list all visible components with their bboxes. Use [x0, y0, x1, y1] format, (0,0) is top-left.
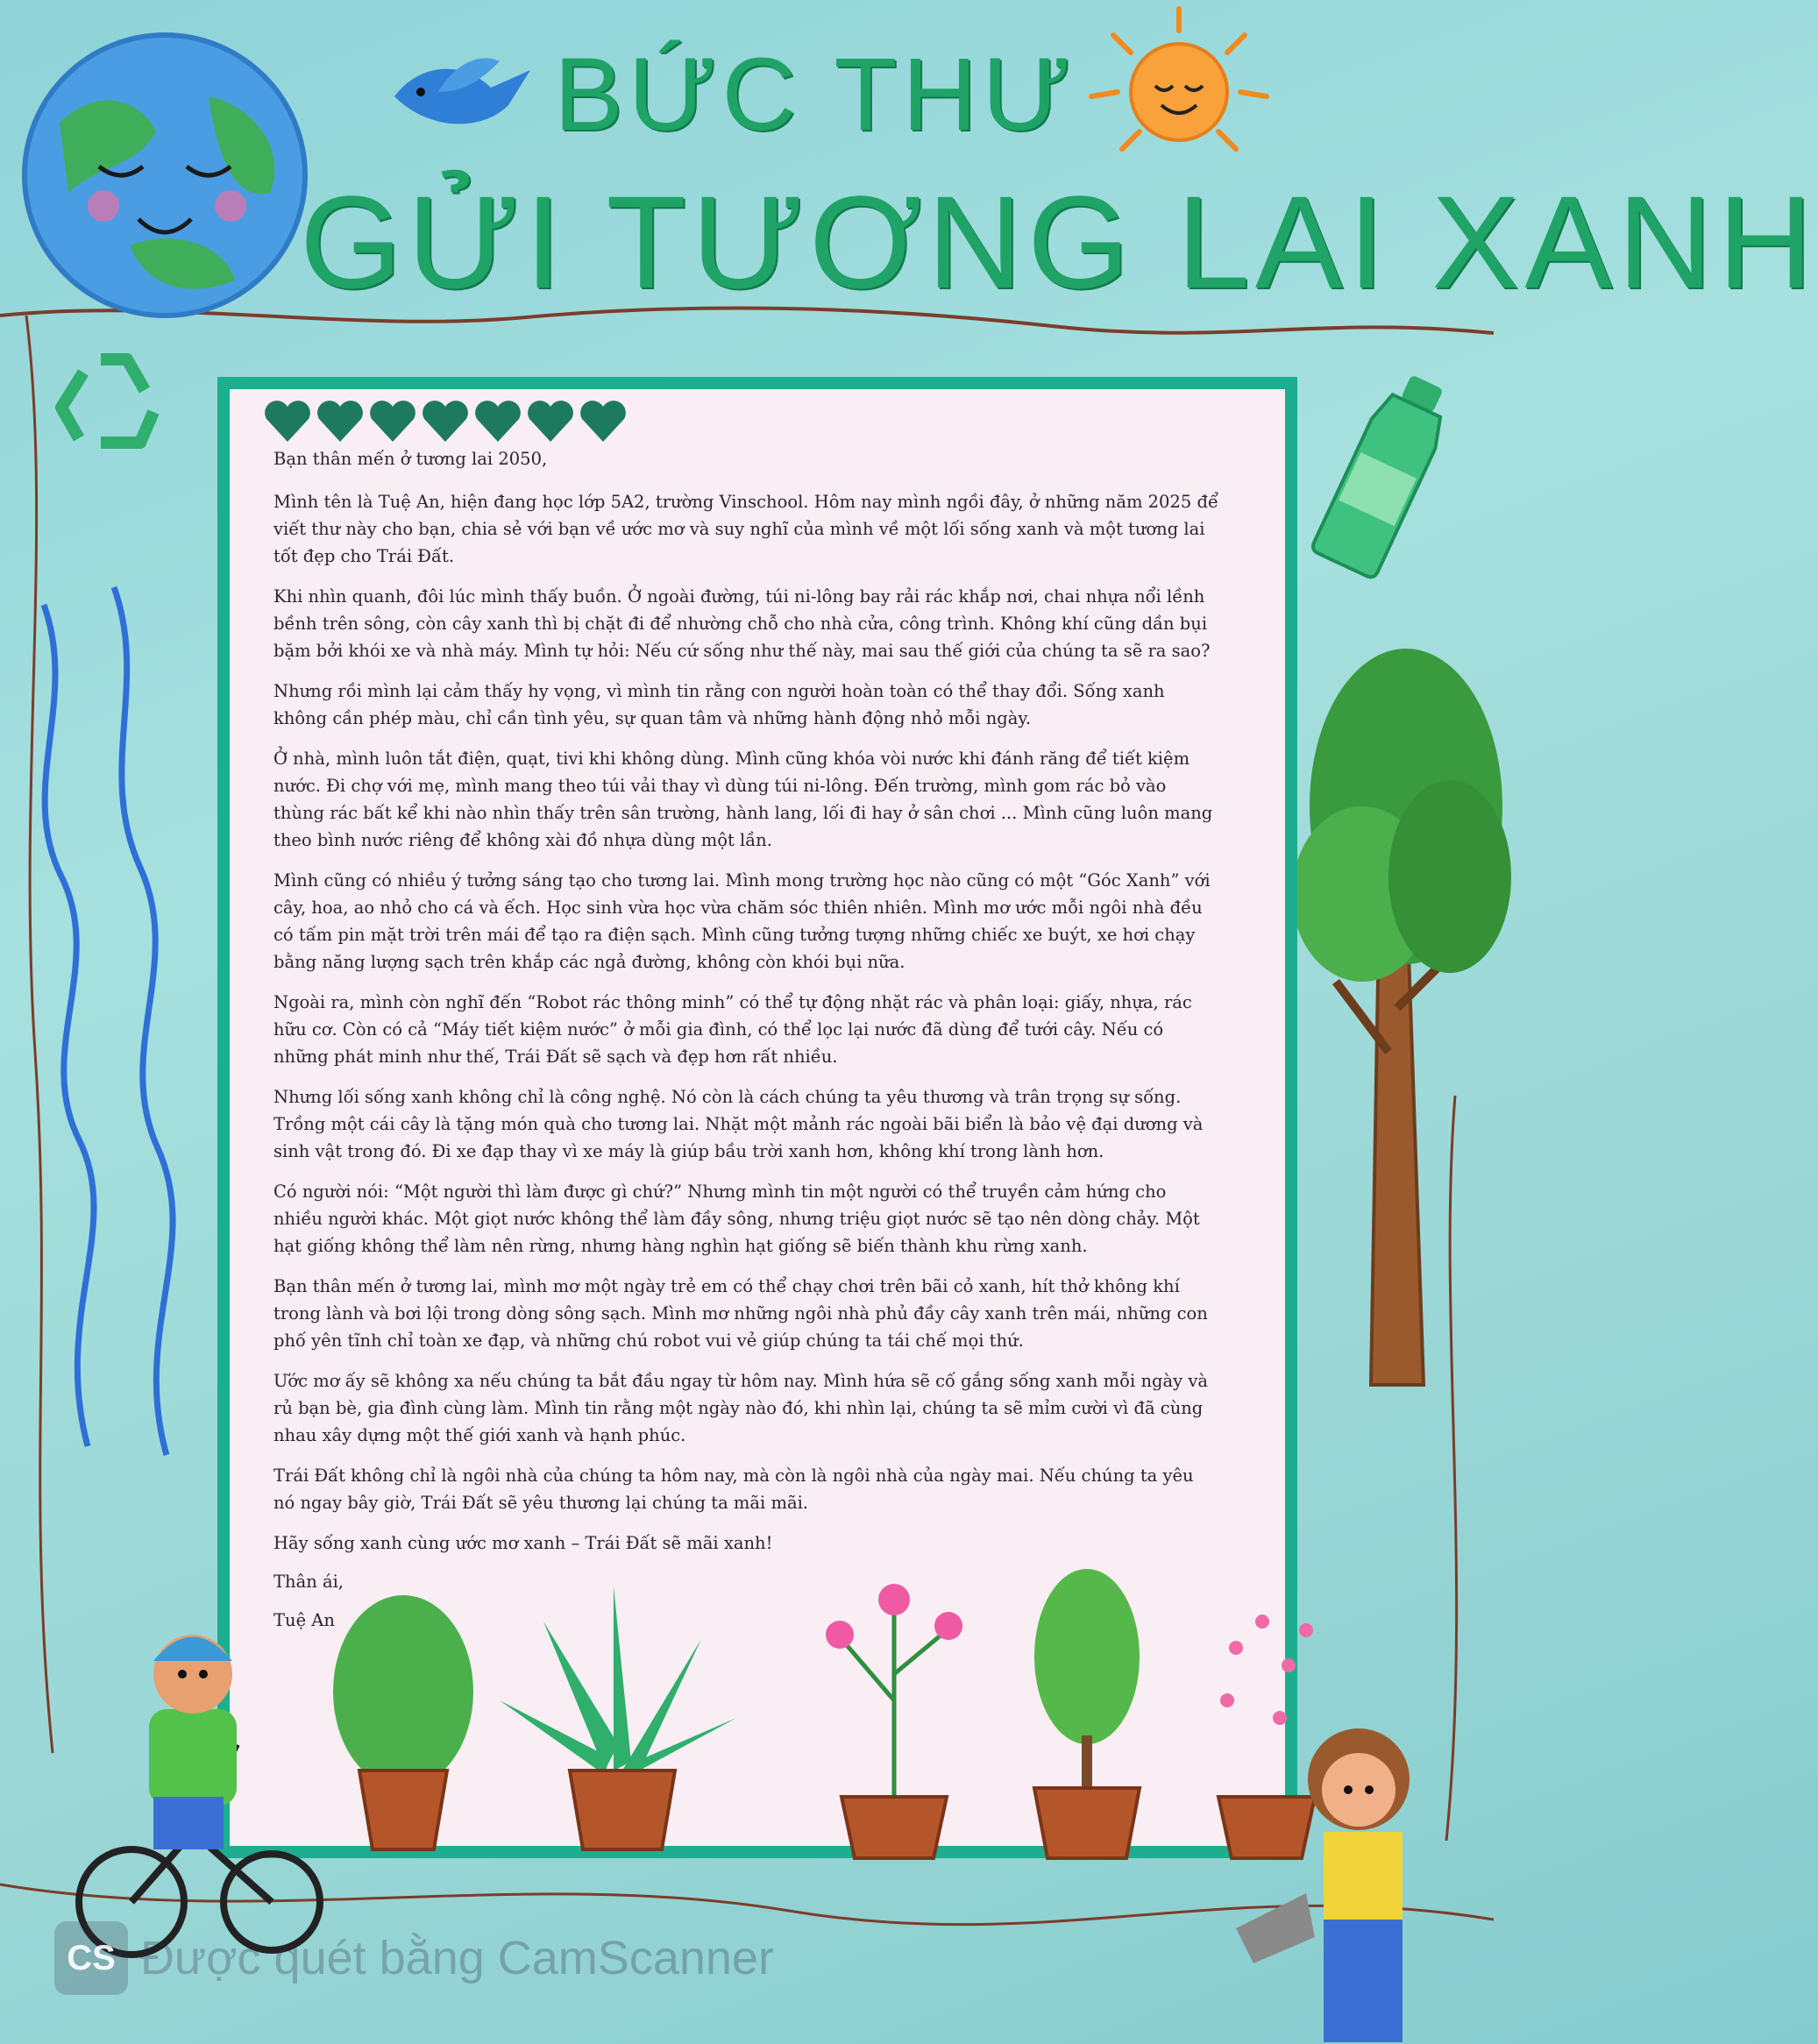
tree-icon: [1283, 614, 1494, 1402]
letter-paragraph: Mình tên là Tuệ An, hiện đang học lớp 5A2, trường Vinschool. Hôm nay mình ngồi đây, ở những năm 2025 để viết thư này cho bạn, chia sẻ với bạn về ước mơ và suy nghĩ của mình về một lối sống xanh và một tương lai tốt đẹp cho Trái Đất.: [273, 492, 1218, 566]
heart-icon: [317, 401, 363, 442]
watermark-text: Được quét bằng CamScanner: [140, 1932, 774, 1984]
heart-row: [261, 396, 647, 449]
letter-paragraph: Bạn thân mến ở tương lai, mình mơ một ngày trẻ em có thể chạy chơi trên bãi cỏ xanh, hít thở không khí trong lành và bơi lội trong dòng sông sạch. Mình mơ những ngôi nhà phủ đầy cây xanh trên mái, những con phố yên tĩnh chỉ toàn xe đạp, và những chú robot vui vẻ giúp chúng ta tái chế mọi thứ.: [273, 1276, 1208, 1351]
bird-icon: [386, 44, 535, 140]
letter-paragraph: Có người nói: “Một người thì làm được gì chứ?” Nhưng mình tin một người có thể truyền cảm hứng cho nhiều người khác. Một giọt nước không thể làm đầy sông, nhưng triệu giọt nước sẽ tạo nên dòng chảy. Một hạt giống không thể làm nên rừng, nhưng hàng nghìn hạt giống sẽ biến thành khu rừng xanh.: [273, 1182, 1200, 1256]
letter-paragraph: Trái Đất không chỉ là ngôi nhà của chúng ta hôm nay, mà còn là ngôi nhà của ngày mai. Nếu chúng ta yêu nó ngay bây giờ, Trái Đất sẽ yêu thương lại chúng ta mãi mãi.: [273, 1466, 1194, 1513]
title-line-1: BỨC THƯ: [554, 37, 1076, 153]
smiling-earth-icon: [7, 18, 323, 333]
letter-paragraph: Ngoài ra, mình còn nghĩ đến “Robot rác thông minh” có thể tự động nhặt rác và phân loại: giấy, nhựa, rác hữu cơ. Còn có cả “Máy tiết kiệm nước” ở mỗi gia đình, có thể lọc lại nước đã dùng để tưới cây. Nếu có những phát minh như thế, Trái Đất sẽ sạch và đẹp hơn rất nhiều.: [273, 992, 1192, 1067]
letter-paragraph: Ở nhà, mình luôn tắt điện, quạt, tivi khi không dùng. Mình cũng khóa vòi nước khi đánh răng để tiết kiệm nước. Đi chợ với mẹ, mình mang theo túi vải thay vì dùng túi ni-lông. Đến trường, mình gom rác bỏ vào thùng rác bất kể khi nào nhìn thấy trên sân trường, hành lang, lối đi hay ở sân chơi ... Mình cũng luôn mang theo bình nước riêng để không xài đồ nhựa dùng một lần.: [273, 749, 1213, 850]
letter-paragraph: Nhưng rồi mình lại cảm thấy hy vọng, vì mình tin rằng con người hoàn toàn có thể thay đổi. Sống xanh không cần phép màu, chỉ cần tình yêu, sự quan tâm và những hành động nhỏ mỗi ngày.: [273, 681, 1165, 728]
letter-signature: Tuệ An: [273, 1610, 335, 1630]
camscanner-watermark: [54, 1921, 774, 1995]
heart-icon: [528, 401, 573, 442]
letter-body: [273, 445, 1220, 1645]
heart-icon: [475, 401, 521, 442]
heart-icon: [370, 401, 415, 442]
child-on-bicycle-artwork: [61, 1613, 324, 1963]
heart-icon: [265, 401, 310, 442]
smiling-sun-icon: [1078, 0, 1280, 175]
camscanner-logo: CS: [54, 1921, 128, 1995]
letter-paragraph: Khi nhìn quanh, đôi lúc mình thấy buồn. Ở ngoài đường, túi ni-lông bay rải rác khắp nơi, chai nhựa nổi lềnh bềnh trên sông, còn cây xanh thì bị chặt đi để nhường chỗ cho nhà cửa, công trình. Không khí cũng dần bụi bặm bởi khói xe và nhà máy. Mình tự hỏi: Nếu cứ sống như thế này, mai sau thế giới của chúng ta sẽ ra sao?: [273, 586, 1211, 661]
letter-closing: Thân ái,: [273, 1572, 344, 1592]
letter-greeting: Bạn thân mến ở tương lai 2050,: [273, 449, 548, 469]
child-watering-plant-artwork: [1218, 1709, 1446, 2042]
heart-icon: [423, 401, 468, 442]
heart-icon: [580, 401, 626, 442]
title-line-2: GỬI TƯƠNG LAI XANH: [300, 168, 1818, 316]
letter-paragraph: Ước mơ ấy sẽ không xa nếu chúng ta bắt đầu ngay từ hôm nay. Mình hứa sẽ cố gắng sống xanh mỗi ngày và rủ bạn bè, gia đình cùng làm. Mình tin rằng một ngày nào đó, khi nhìn lại, chúng ta sẽ mỉm cười vì đã cùng nhau xây dựng một thế giới xanh và hạnh phúc.: [273, 1371, 1208, 1445]
letter-slogan: Hãy sống xanh cùng ước mơ xanh – Trái Đất sẽ mãi xanh!: [273, 1533, 773, 1553]
recycle-icon: [48, 342, 180, 465]
letter-paragraph: Mình cũng có nhiều ý tưởng sáng tạo cho tương lai. Mình mong trường học nào cũng có một “Góc Xanh” với cây, hoa, ao nhỏ cho cá và ếch. Học sinh vừa học vừa chăm sóc thiên nhiên. Mình mơ ước mỗi ngôi nhà đều có tấm pin mặt trời trên mái để tạo ra điện sạch. Mình cũng tưởng tượng những chiếc xe buýt, xe hơi chạy bằng năng lượng sạch trên khắp các ngả đường, không còn khói bụi nữa.: [273, 870, 1211, 972]
letter-paragraph: Nhưng lối sống xanh không chỉ là công nghệ. Nó còn là cách chúng ta yêu thương và trân trọng sự sống. Trồng một cái cây là tặng món quà cho tương lai. Nhặt một mảnh rác ngoài bãi biển là bảo vệ đại dương và sinh vật trong đó. Đi xe đạp thay vì xe máy là giúp bầu trời xanh hơn, không khí trong lành hơn.: [273, 1087, 1204, 1161]
